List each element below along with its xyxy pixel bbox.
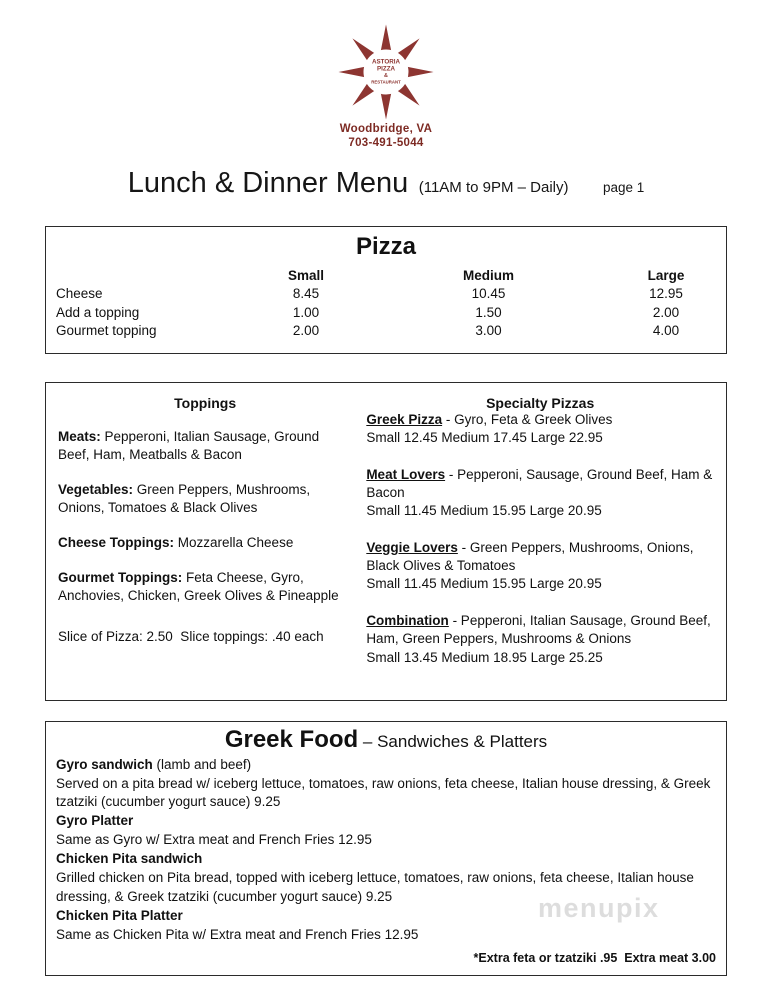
specialty-column: [366, 393, 714, 686]
specialty-item-desc: - Green Peppers, Mushrooms, Onions, Black Olives & Tomatoes: [366, 540, 694, 574]
pizza-row-item: Add a topping: [56, 304, 140, 320]
greek-item-name-text: Chicken Pita sandwich: [56, 851, 203, 867]
greek-item-name-suffix: (lamb and beef): [152, 756, 252, 772]
greek-item-desc: Grilled chicken on Pita bread, topped with iceberg lettuce, tomatoes, raw onions, feta cheese, Italian house dressing, & Greek tzatziki (cucumber yogurt sauce) 9.25: [56, 869, 694, 904]
restaurant-phone: 703-491-5044: [348, 137, 424, 150]
pizza-col-small: Small: [287, 267, 325, 283]
specialty-item-name: Combination: [366, 613, 449, 629]
specialty-item-line: [366, 539, 714, 575]
slice-price-note: Slice of Pizza: 2.50 Slice toppings: .40 each: [58, 629, 324, 645]
pizza-section: [45, 226, 727, 354]
toppings-group-meats: [58, 428, 352, 464]
toppings-specialty-section: [45, 382, 727, 701]
greek-item-name-text: Gyro sandwich: [56, 756, 153, 772]
specialty-item-prices: Small 11.45 Medium 15.95 Large 20.95: [366, 503, 602, 519]
specialty-item-line: [366, 612, 714, 648]
specialty-item-prices: Small 11.45 Medium 15.95 Large 20.95: [366, 576, 602, 592]
restaurant-logo: [0, 0, 772, 151]
pizza-row-medium: 10.45: [471, 286, 506, 302]
greek-food-title-row: [56, 726, 716, 754]
greek-food-section: [45, 721, 727, 976]
toppings-title: Toppings: [174, 394, 237, 411]
greek-item-name: [56, 907, 716, 926]
greek-food-subtitle: – Sandwiches & Platters: [358, 731, 548, 751]
specialty-item-prices: Small 13.45 Medium 18.95 Large 25.25: [366, 649, 603, 665]
pizza-row-small: 2.00: [292, 323, 320, 339]
toppings-group-label: Gourmet Toppings:: [58, 570, 183, 586]
logo-line-amp: &: [384, 73, 388, 79]
pizza-row-small: 1.00: [292, 304, 320, 320]
toppings-group-text: Green Peppers, Mushrooms, Onions, Tomatoes & Black Olives: [58, 481, 311, 515]
specialty-item-combination: [366, 612, 714, 666]
specialty-item-veggie-lovers: [366, 539, 714, 593]
toppings-group-label: Cheese Toppings:: [58, 535, 175, 551]
menu-title-row: [0, 167, 772, 200]
greek-food-title: Greek Food: [224, 725, 359, 753]
greek-item-name: [56, 756, 716, 775]
toppings-group-label: Meats:: [58, 428, 101, 444]
toppings-group-cheese: [58, 534, 352, 552]
specialty-item-prices: Small 12.45 Medium 17.45 Large 22.95: [366, 429, 603, 445]
specialty-item-meat-lovers: [366, 466, 714, 520]
logo-line-pizza: PIZZA: [376, 65, 396, 73]
pizza-col-medium: Medium: [462, 267, 514, 283]
greek-item-name: [56, 812, 716, 831]
pizza-row-item: Cheese: [56, 286, 103, 302]
toppings-group-gourmet: [58, 569, 352, 605]
pizza-row-large: 4.00: [652, 323, 680, 339]
logo-line-restaurant: RESTAURANT: [371, 79, 401, 85]
restaurant-city: Woodbridge, VA: [339, 123, 433, 135]
pizza-col-large: Large: [647, 267, 685, 283]
specialty-item-desc: - Pepperoni, Sausage, Ground Beef, Ham & Bacon: [366, 466, 713, 500]
pizza-row-item: Gourmet topping: [56, 323, 157, 339]
menu-title: Lunch & Dinner Menu: [127, 166, 409, 199]
specialty-item-greek-pizza: [366, 411, 714, 447]
toppings-group-text: Feta Cheese, Gyro, Anchovies, Chicken, Greek Olives & Pineapple: [58, 570, 339, 604]
greek-item-desc: Same as Chicken Pita w/ Extra meat and French Fries 12.95: [56, 926, 419, 942]
pizza-row-small: 8.45: [292, 286, 320, 302]
pizza-section-title: Pizza: [355, 232, 417, 260]
specialty-item-name: Greek Pizza: [366, 411, 443, 427]
toppings-group-label: Vegetables:: [58, 481, 134, 497]
logo-line-astoria: ASTORIA: [371, 58, 401, 66]
star-logo-icon: [327, 22, 445, 122]
toppings-group-text: Mozzarella Cheese: [174, 535, 294, 551]
greek-item-desc: Same as Gyro w/ Extra meat and French Fries 12.95: [56, 832, 372, 848]
greek-item-name-text: Gyro Platter: [56, 813, 134, 829]
toppings-group-text: Pepperoni, Italian Sausage, Ground Beef, Ham, Meatballs & Bacon: [58, 428, 320, 462]
toppings-column: [58, 393, 366, 686]
specialty-item-desc: - Pepperoni, Italian Sausage, Ground Beef, Ham, Green Peppers, Mushrooms & Onions: [366, 613, 711, 647]
specialty-title: Specialty Pizzas: [486, 394, 595, 411]
pizza-row-medium: 1.50: [475, 304, 502, 320]
greek-item-name: [56, 850, 716, 869]
greek-item-name-text: Chicken Pita Platter: [56, 907, 183, 923]
page-number: page 1: [602, 179, 645, 195]
greek-item-desc: Served on a pita bread w/ iceberg lettuce, tomatoes, raw onions, feta cheese, Italian house dressing, & Greek tzatziki (cucumber yogurt sauce) 9.25: [56, 775, 711, 810]
specialty-item-line: [366, 411, 714, 429]
specialty-item-name: Meat Lovers: [366, 466, 446, 482]
pizza-col-spacer: [56, 267, 251, 286]
pizza-row-large: 2.00: [652, 304, 680, 320]
pizza-price-table: [56, 267, 716, 341]
menu-hours: (11AM to 9PM – Daily): [418, 178, 569, 196]
toppings-group-vegetables: [58, 481, 352, 517]
specialty-item-name: Veggie Lovers: [366, 540, 458, 556]
specialty-item-desc: - Gyro, Feta & Greek Olives: [442, 411, 613, 427]
menupix-watermark: menupix: [538, 893, 660, 923]
specialty-item-line: [366, 466, 714, 502]
extras-footnote: *Extra feta or tzatziki .95 Extra meat 3.00: [473, 950, 716, 965]
pizza-row-medium: 3.00: [475, 323, 502, 339]
pizza-row-large: 12.95: [649, 286, 683, 302]
